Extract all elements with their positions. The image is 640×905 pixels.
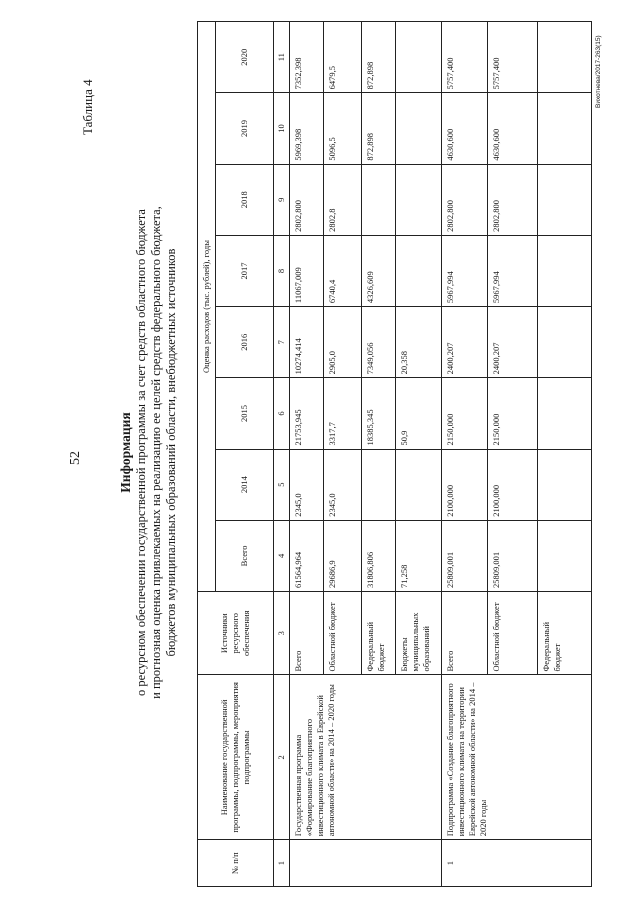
value-cell: 2150,000 bbox=[442, 378, 488, 449]
header-year: 2017 bbox=[216, 235, 274, 306]
header-no: № п/п bbox=[198, 840, 274, 887]
value-cell bbox=[538, 164, 592, 235]
value-cell: 25809,001 bbox=[442, 520, 488, 591]
value-cell: 50,9 bbox=[396, 378, 442, 449]
value-cell: 5967,994 bbox=[442, 235, 488, 306]
value-cell: 21753,945 bbox=[290, 378, 324, 449]
value-cell: 5757,400 bbox=[442, 22, 488, 93]
source-cell: Федеральный бюджет bbox=[538, 592, 592, 675]
value-cell: 5096,5 bbox=[324, 93, 362, 164]
value-cell: 2345,0 bbox=[290, 449, 324, 520]
value-cell: 71,258 bbox=[396, 520, 442, 591]
value-cell bbox=[396, 93, 442, 164]
value-cell: 4630,600 bbox=[488, 93, 538, 164]
value-cell: 2100,000 bbox=[442, 449, 488, 520]
value-cell bbox=[396, 22, 442, 93]
value-cell: 2345,0 bbox=[324, 449, 362, 520]
source-cell: Федеральный бюджет bbox=[362, 592, 396, 675]
column-number: 1 bbox=[274, 840, 290, 887]
value-cell: 11067,009 bbox=[290, 235, 324, 306]
program-name-cell: Государственная программа «Формирование благоприятного инвестиционного климата в Еврейской автономной области» на 2014 – 2020 годы bbox=[290, 675, 442, 840]
source-cell: Областной бюджет bbox=[488, 592, 538, 675]
value-cell bbox=[538, 93, 592, 164]
column-number: 3 bbox=[274, 592, 290, 675]
table-row bbox=[290, 22, 324, 887]
value-cell: 61564,964 bbox=[290, 520, 324, 591]
value-cell: 4326,609 bbox=[362, 235, 396, 306]
value-cell: 18385,345 bbox=[362, 378, 396, 449]
title-line: о ресурсном обеспечении государственной программы за счет средств областного бюджета bbox=[134, 209, 148, 696]
value-cell: 2802,800 bbox=[442, 164, 488, 235]
table-reference: Таблица 4 bbox=[80, 79, 95, 135]
title-line: бюджетов муниципальных образований области, внебюджетных источников bbox=[164, 248, 178, 657]
value-cell: 5967,994 bbox=[488, 235, 538, 306]
column-number: 5 bbox=[274, 449, 290, 520]
value-cell: 29686,9 bbox=[324, 520, 362, 591]
value-cell bbox=[362, 164, 396, 235]
value-cell bbox=[538, 449, 592, 520]
header-year: 2016 bbox=[216, 307, 274, 378]
value-cell: 7349,056 bbox=[362, 307, 396, 378]
column-number: 7 bbox=[274, 307, 290, 378]
column-number: 2 bbox=[274, 675, 290, 840]
header-estimate: Оценка расходов (тыс. рублей), годы bbox=[198, 22, 216, 592]
resource-table bbox=[197, 21, 592, 887]
source-cell: Всего bbox=[442, 592, 488, 675]
value-cell: 31806,806 bbox=[362, 520, 396, 591]
value-cell: 2100,000 bbox=[488, 449, 538, 520]
header-year: 2014 bbox=[216, 449, 274, 520]
value-cell: 2400,207 bbox=[488, 307, 538, 378]
value-cell: 2802,800 bbox=[290, 164, 324, 235]
header-total: Всего bbox=[216, 520, 274, 591]
value-cell bbox=[538, 520, 592, 591]
value-cell: 2802,8 bbox=[324, 164, 362, 235]
column-number: 10 bbox=[274, 93, 290, 164]
value-cell: 5969,398 bbox=[290, 93, 324, 164]
source-cell: Всего bbox=[290, 592, 324, 675]
value-cell bbox=[538, 307, 592, 378]
header-source: Источники ресурсного обеспечения bbox=[198, 592, 274, 675]
value-cell: 872,898 bbox=[362, 22, 396, 93]
value-cell: 6479,5 bbox=[324, 22, 362, 93]
row-number-cell: 1 bbox=[442, 840, 592, 887]
value-cell: 2150,000 bbox=[488, 378, 538, 449]
header-year: 2019 bbox=[216, 93, 274, 164]
row-number-cell bbox=[290, 840, 442, 887]
value-cell: 2802,800 bbox=[488, 164, 538, 235]
column-number: 4 bbox=[274, 520, 290, 591]
value-cell: 7352,398 bbox=[290, 22, 324, 93]
value-cell: 25809,001 bbox=[488, 520, 538, 591]
value-cell: 872,898 bbox=[362, 93, 396, 164]
column-number: 11 bbox=[274, 22, 290, 93]
value-cell bbox=[538, 235, 592, 306]
title-heading: Информация bbox=[118, 412, 133, 493]
value-cell: 4630,600 bbox=[442, 93, 488, 164]
document-code: Вихотнева/2017-263(15) bbox=[595, 35, 602, 108]
header-name: Наименование государственной программы, подпрограммы, мероприятия подпрограммы bbox=[198, 675, 274, 840]
header-year: 2015 bbox=[216, 378, 274, 449]
source-cell: Областной бюджет bbox=[324, 592, 362, 675]
page-number: 52 bbox=[68, 451, 83, 465]
value-cell: 5757,400 bbox=[488, 22, 538, 93]
value-cell bbox=[538, 378, 592, 449]
value-cell: 20,358 bbox=[396, 307, 442, 378]
table-row bbox=[442, 22, 488, 887]
value-cell bbox=[396, 164, 442, 235]
program-name-cell: Подпрограмма «Создание благоприятного инвестиционного климата на территории Еврейской автономной области» на 2014 – 2020 годы bbox=[442, 675, 592, 840]
header-year: 2018 bbox=[216, 164, 274, 235]
value-cell bbox=[362, 449, 396, 520]
column-number: 6 bbox=[274, 378, 290, 449]
value-cell bbox=[538, 22, 592, 93]
value-cell: 2905,0 bbox=[324, 307, 362, 378]
value-cell bbox=[396, 449, 442, 520]
value-cell: 2400,207 bbox=[442, 307, 488, 378]
source-cell: Бюджеты муниципальных образований bbox=[396, 592, 442, 675]
value-cell: 3317,7 bbox=[324, 378, 362, 449]
value-cell: 10274,414 bbox=[290, 307, 324, 378]
header-year: 2020 bbox=[216, 22, 274, 93]
column-number: 9 bbox=[274, 164, 290, 235]
column-number: 8 bbox=[274, 235, 290, 306]
title-line: и прогнозная оценка привлекаемых на реализацию ее целей средств федерального бюджета, bbox=[149, 206, 163, 699]
value-cell: 6740,4 bbox=[324, 235, 362, 306]
value-cell bbox=[396, 235, 442, 306]
